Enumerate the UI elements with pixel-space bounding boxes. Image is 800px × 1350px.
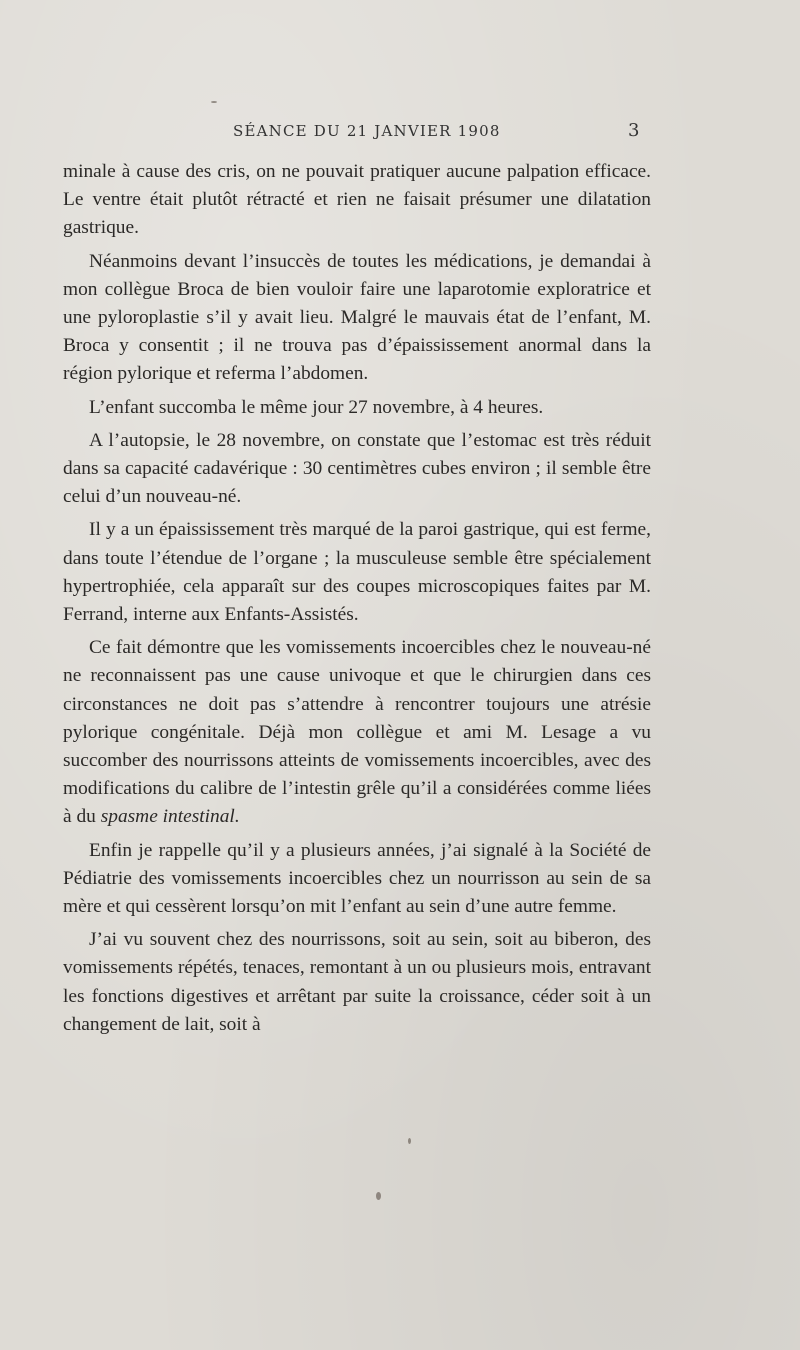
- paragraph-death: L’enfant succomba le même jour 27 novembre, à 4 heures.: [89, 396, 544, 418]
- ink-speck: [376, 1192, 381, 1200]
- body-text: [63, 158, 651, 1044]
- ink-speck: [211, 101, 217, 103]
- running-head: SÉANCE DU 21 JANVIER 1908: [233, 122, 501, 140]
- paragraph-pediatric-society: Enfin je rappelle qu’il y a plusieurs années, j’ai signalé à la Société de Pédiatrie des vomissements incoercibles chez un nourrisson au sein de sa mère et qui cessèrent lorsqu’on mit l’enfant au sein d’une autre femme.: [63, 839, 651, 918]
- conclusion-italic: spasme intestinal.: [100, 806, 240, 828]
- paragraph-nurslings: J’ai vu souvent chez des nourrissons, soit au sein, soit au biberon, des vomissements répétés, tenaces, remontant à un ou plusieurs mois, entravant les fonctions digestives et arrêtant par suite la croissance, céder soit à un changement de lait, soit à: [63, 929, 651, 1035]
- paragraph-conclusion: [63, 634, 651, 831]
- paragraph-gastric-wall: Il y a un épaississement très marqué de la paroi gastrique, qui est ferme, dans toute l’étendue de l’organe ; la musculeuse semble être spécialement hypertrophiée, cela apparaît sur des coupes microscopiques faites par M. Ferrand, interne aux Enfants-Assistés.: [63, 519, 651, 626]
- conclusion-text: Ce fait démontre que les vomissements incoercibles chez le nouveau-né ne reconnaissent pas une cause univoque et que le chirurgien dans ces circonstances ne doit pas s’attendre à rencontrer toujours une atrésie pylorique congénitale. Déjà mon collègue et ami M. Lesage a vu succomber des nourrissons atteints de vomissements incoercibles, avec des modifications du calibre de l’intestin grêle qu’il a considérées comme liées à du: [63, 637, 651, 828]
- page-header: [0, 122, 800, 146]
- paragraph-continued: minale à cause des cris, on ne pouvait pratiquer aucune palpation efficace. Le ventre était plutôt rétracté et rien ne faisait présumer une dilatation gastrique.: [63, 161, 651, 239]
- page-number: 3: [628, 120, 640, 141]
- paragraph-laparotomy: Néanmoins devant l’insuccès de toutes les médications, je demandai à mon collègue Broca de bien vouloir faire une laparotomie exploratrice et une pyloroplastie s’il y avait lieu. Malgré le mauvais état de l’enfant, M. Broca y consentit ; il ne trouva pas d’épaississement anormal dans la région pylorique et referma l’abdomen.: [63, 250, 651, 385]
- paragraph-autopsy: A l’autopsie, le 28 novembre, on constate que l’estomac est très réduit dans sa capacité cadavérique : 30 centimètres cubes environ ; il semble être celui d’un nouveau-né.: [63, 429, 651, 508]
- ink-speck: [408, 1138, 411, 1144]
